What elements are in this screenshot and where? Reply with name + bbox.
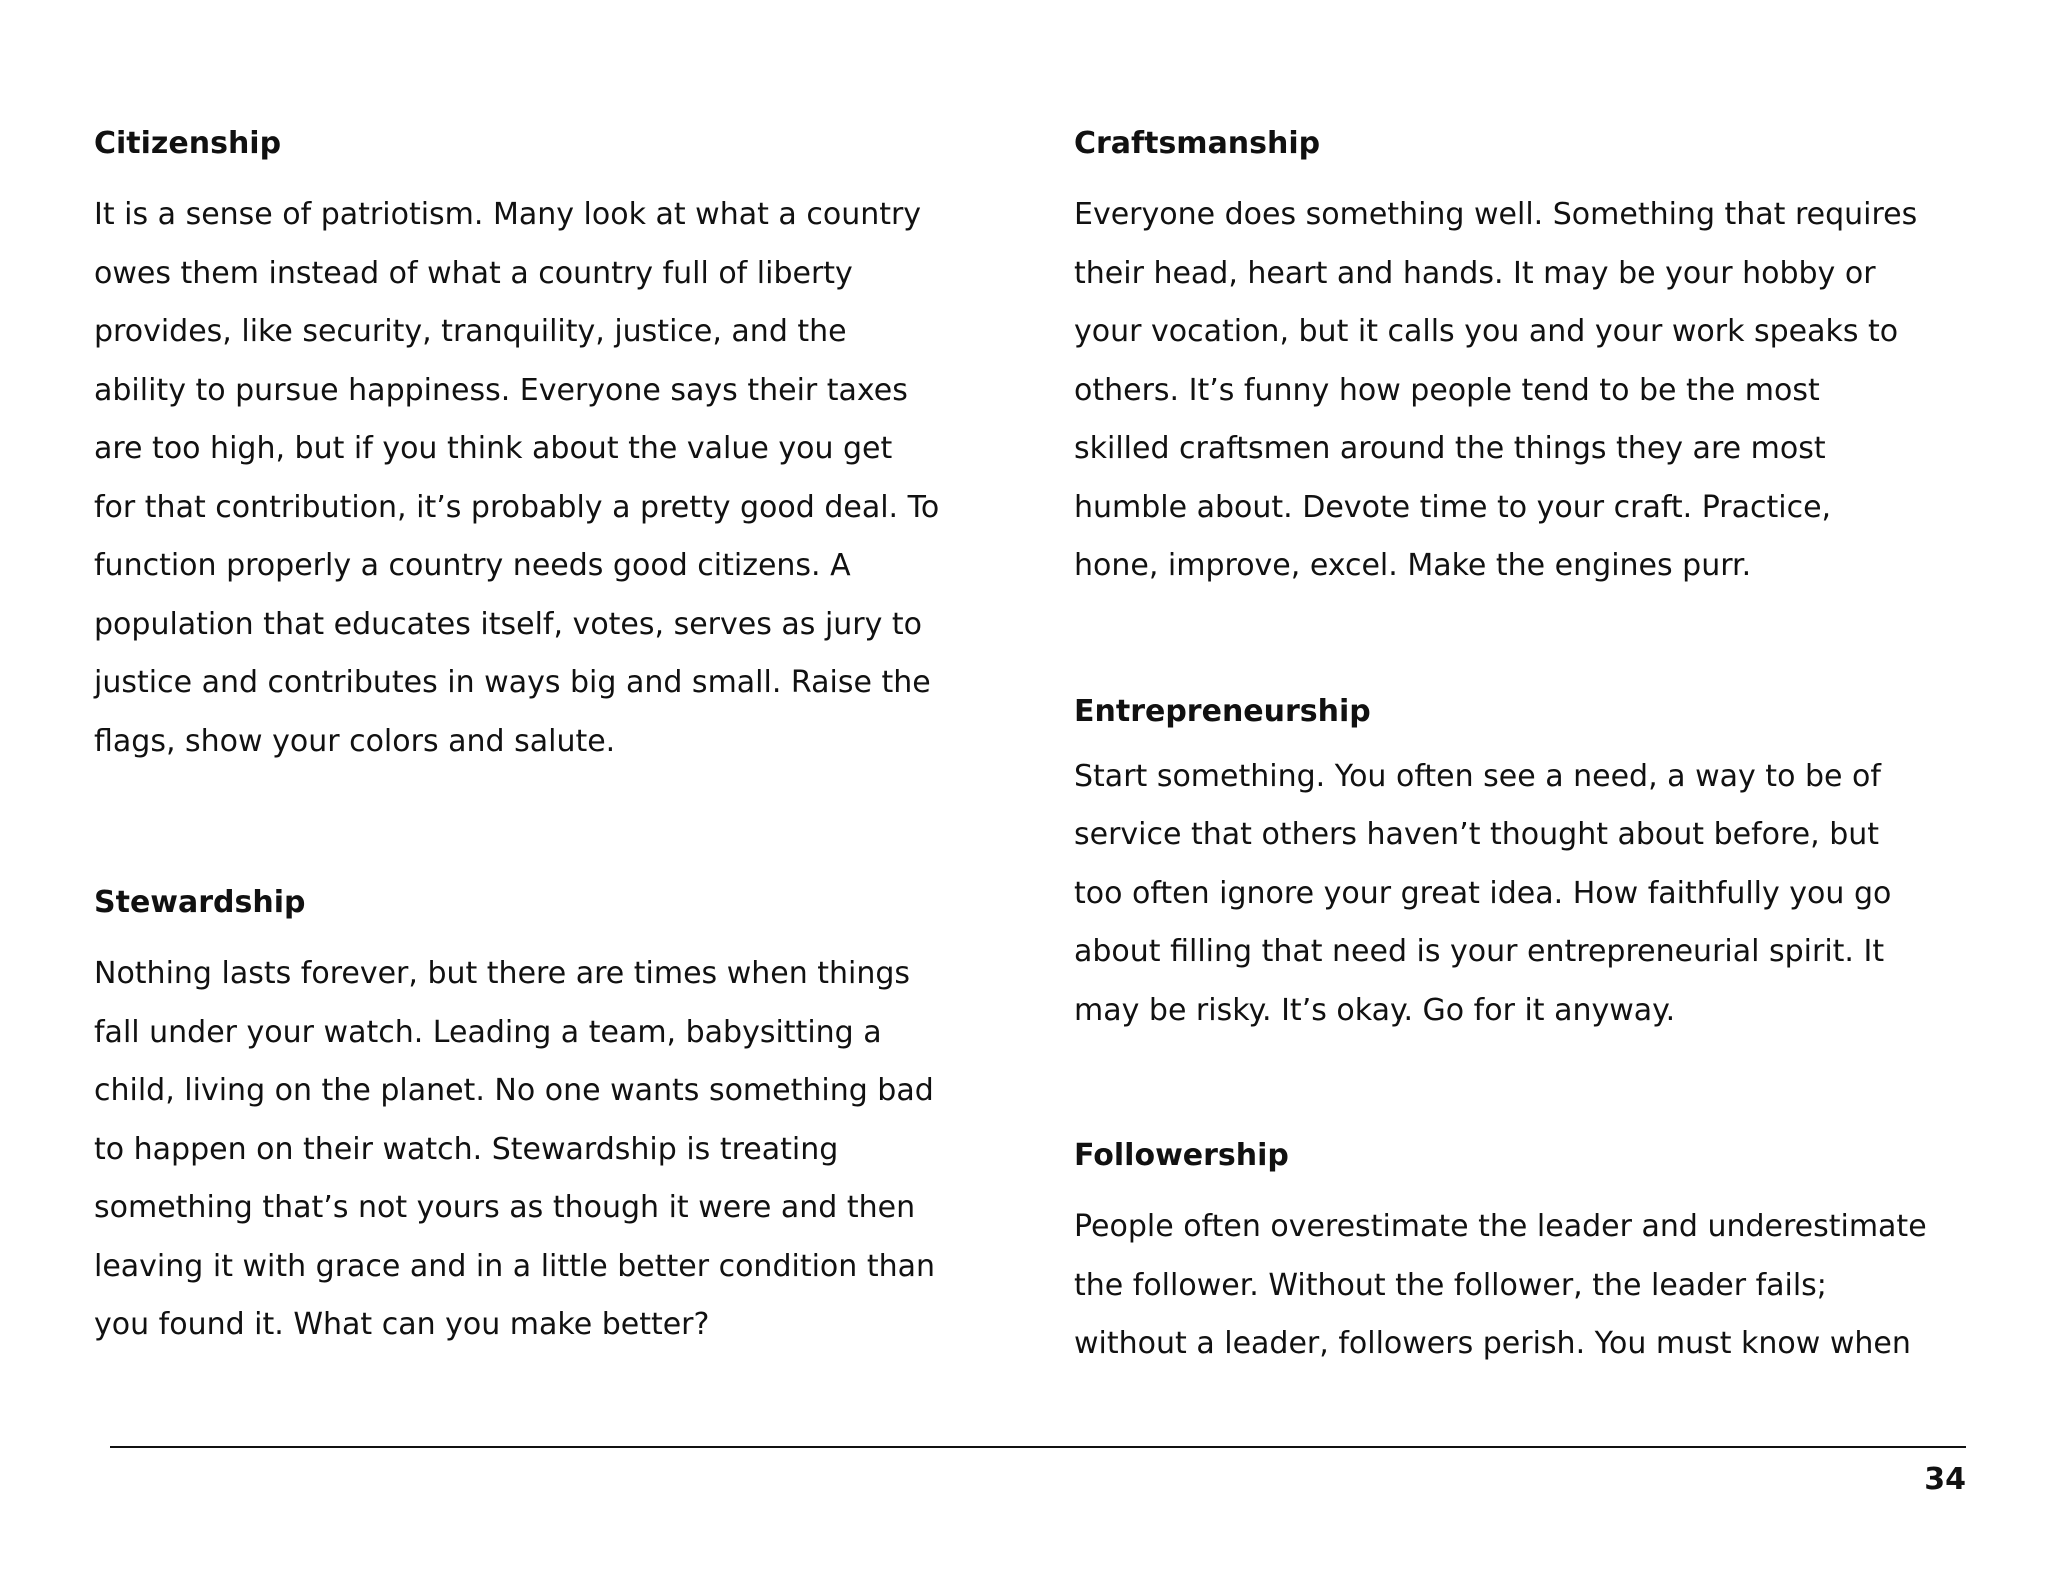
section-body xyxy=(1074,186,1974,596)
body-line: to happen on their watch. Stewardship is treating xyxy=(94,1131,839,1167)
body-line: justice and contributes in ways big and small. Raise the xyxy=(94,665,931,700)
section-body xyxy=(1074,1198,1974,1374)
section-craftsmanship xyxy=(1074,126,1974,596)
body-line: Everyone does something well. Something that requires xyxy=(1074,197,1918,232)
body-line: provides, like security, tranquility, justice, and the xyxy=(94,314,847,349)
body-line: the follower. Without the follower, the leader fails; xyxy=(1074,1267,1827,1303)
section-heading: Stewardship xyxy=(94,885,306,920)
body-line: are too high, but if you think about the value you get xyxy=(94,431,893,466)
body-line: may be risky. It’s okay. Go for it anyway. xyxy=(1074,992,1676,1028)
section-heading: Followership xyxy=(1074,1138,1289,1173)
section-heading: Craftsmanship xyxy=(1074,126,1321,161)
body-line: ability to pursue happiness. Everyone says their taxes xyxy=(94,372,908,408)
body-line: something that’s not yours as though it were and then xyxy=(94,1190,916,1225)
body-line: child, living on the planet. No one wants something bad xyxy=(94,1073,934,1108)
body-line: others. It’s funny how people tend to be the most xyxy=(1074,372,1820,408)
body-line: People often overestimate the leader and underestimate xyxy=(1074,1209,1927,1244)
section-spacer xyxy=(94,771,994,885)
left-column xyxy=(94,126,994,1355)
body-line: too often ignore your great idea. How faithfully you go xyxy=(1074,875,1892,911)
body-line: owes them instead of what a country full of liberty xyxy=(94,255,853,291)
section-body xyxy=(1074,748,1974,1041)
body-line: for that contribution, it’s probably a pretty good deal. To xyxy=(94,489,940,525)
body-line: It is a sense of patriotism. Many look at what a country xyxy=(94,197,922,232)
body-line: population that educates itself, votes, serves as jury to xyxy=(94,606,923,642)
section-body xyxy=(94,945,994,1355)
footer-rule xyxy=(110,1446,1966,1448)
body-line: skilled craftsmen around the things they are most xyxy=(1074,431,1826,466)
body-line: leaving it with grace and in a little better condition than xyxy=(94,1248,935,1284)
body-line: hone, improve, excel. Make the engines purr. xyxy=(1074,548,1752,583)
section-followership xyxy=(1074,1138,1974,1374)
body-line: about filling that need is your entrepreneurial spirit. It xyxy=(1074,934,1885,969)
body-line: function properly a country needs good citizens. A xyxy=(94,548,851,583)
section-stewardship xyxy=(94,885,994,1355)
body-line: you found it. What can you make better? xyxy=(94,1307,710,1342)
body-line: Start something. You often see a need, a way to be of xyxy=(1074,758,1881,794)
right-column xyxy=(1074,126,1974,1374)
page-number: 34 xyxy=(1924,1462,1966,1497)
body-line: humble about. Devote time to your craft. Practice, xyxy=(1074,489,1832,525)
section-heading: Citizenship xyxy=(94,126,282,161)
body-line: Nothing lasts forever, but there are times when things xyxy=(94,956,911,991)
section-spacer xyxy=(1074,1040,1974,1138)
body-line: fall under your watch. Leading a team, babysitting a xyxy=(94,1014,882,1050)
body-line: service that others haven’t thought about before, but xyxy=(1074,817,1880,852)
body-line: their head, heart and hands. It may be your hobby or xyxy=(1074,255,1876,291)
body-line: flags, show your colors and salute. xyxy=(94,723,616,759)
section-entrepreneurship xyxy=(1074,694,1974,1041)
body-line: without a leader, followers perish. You must know when xyxy=(1074,1326,1911,1361)
body-line: your vocation, but it calls you and your work speaks to xyxy=(1074,314,1899,349)
section-spacer xyxy=(1074,596,1974,694)
section-body xyxy=(94,186,994,771)
section-heading: Entrepreneurship xyxy=(1074,693,1371,729)
section-citizenship xyxy=(94,126,994,771)
